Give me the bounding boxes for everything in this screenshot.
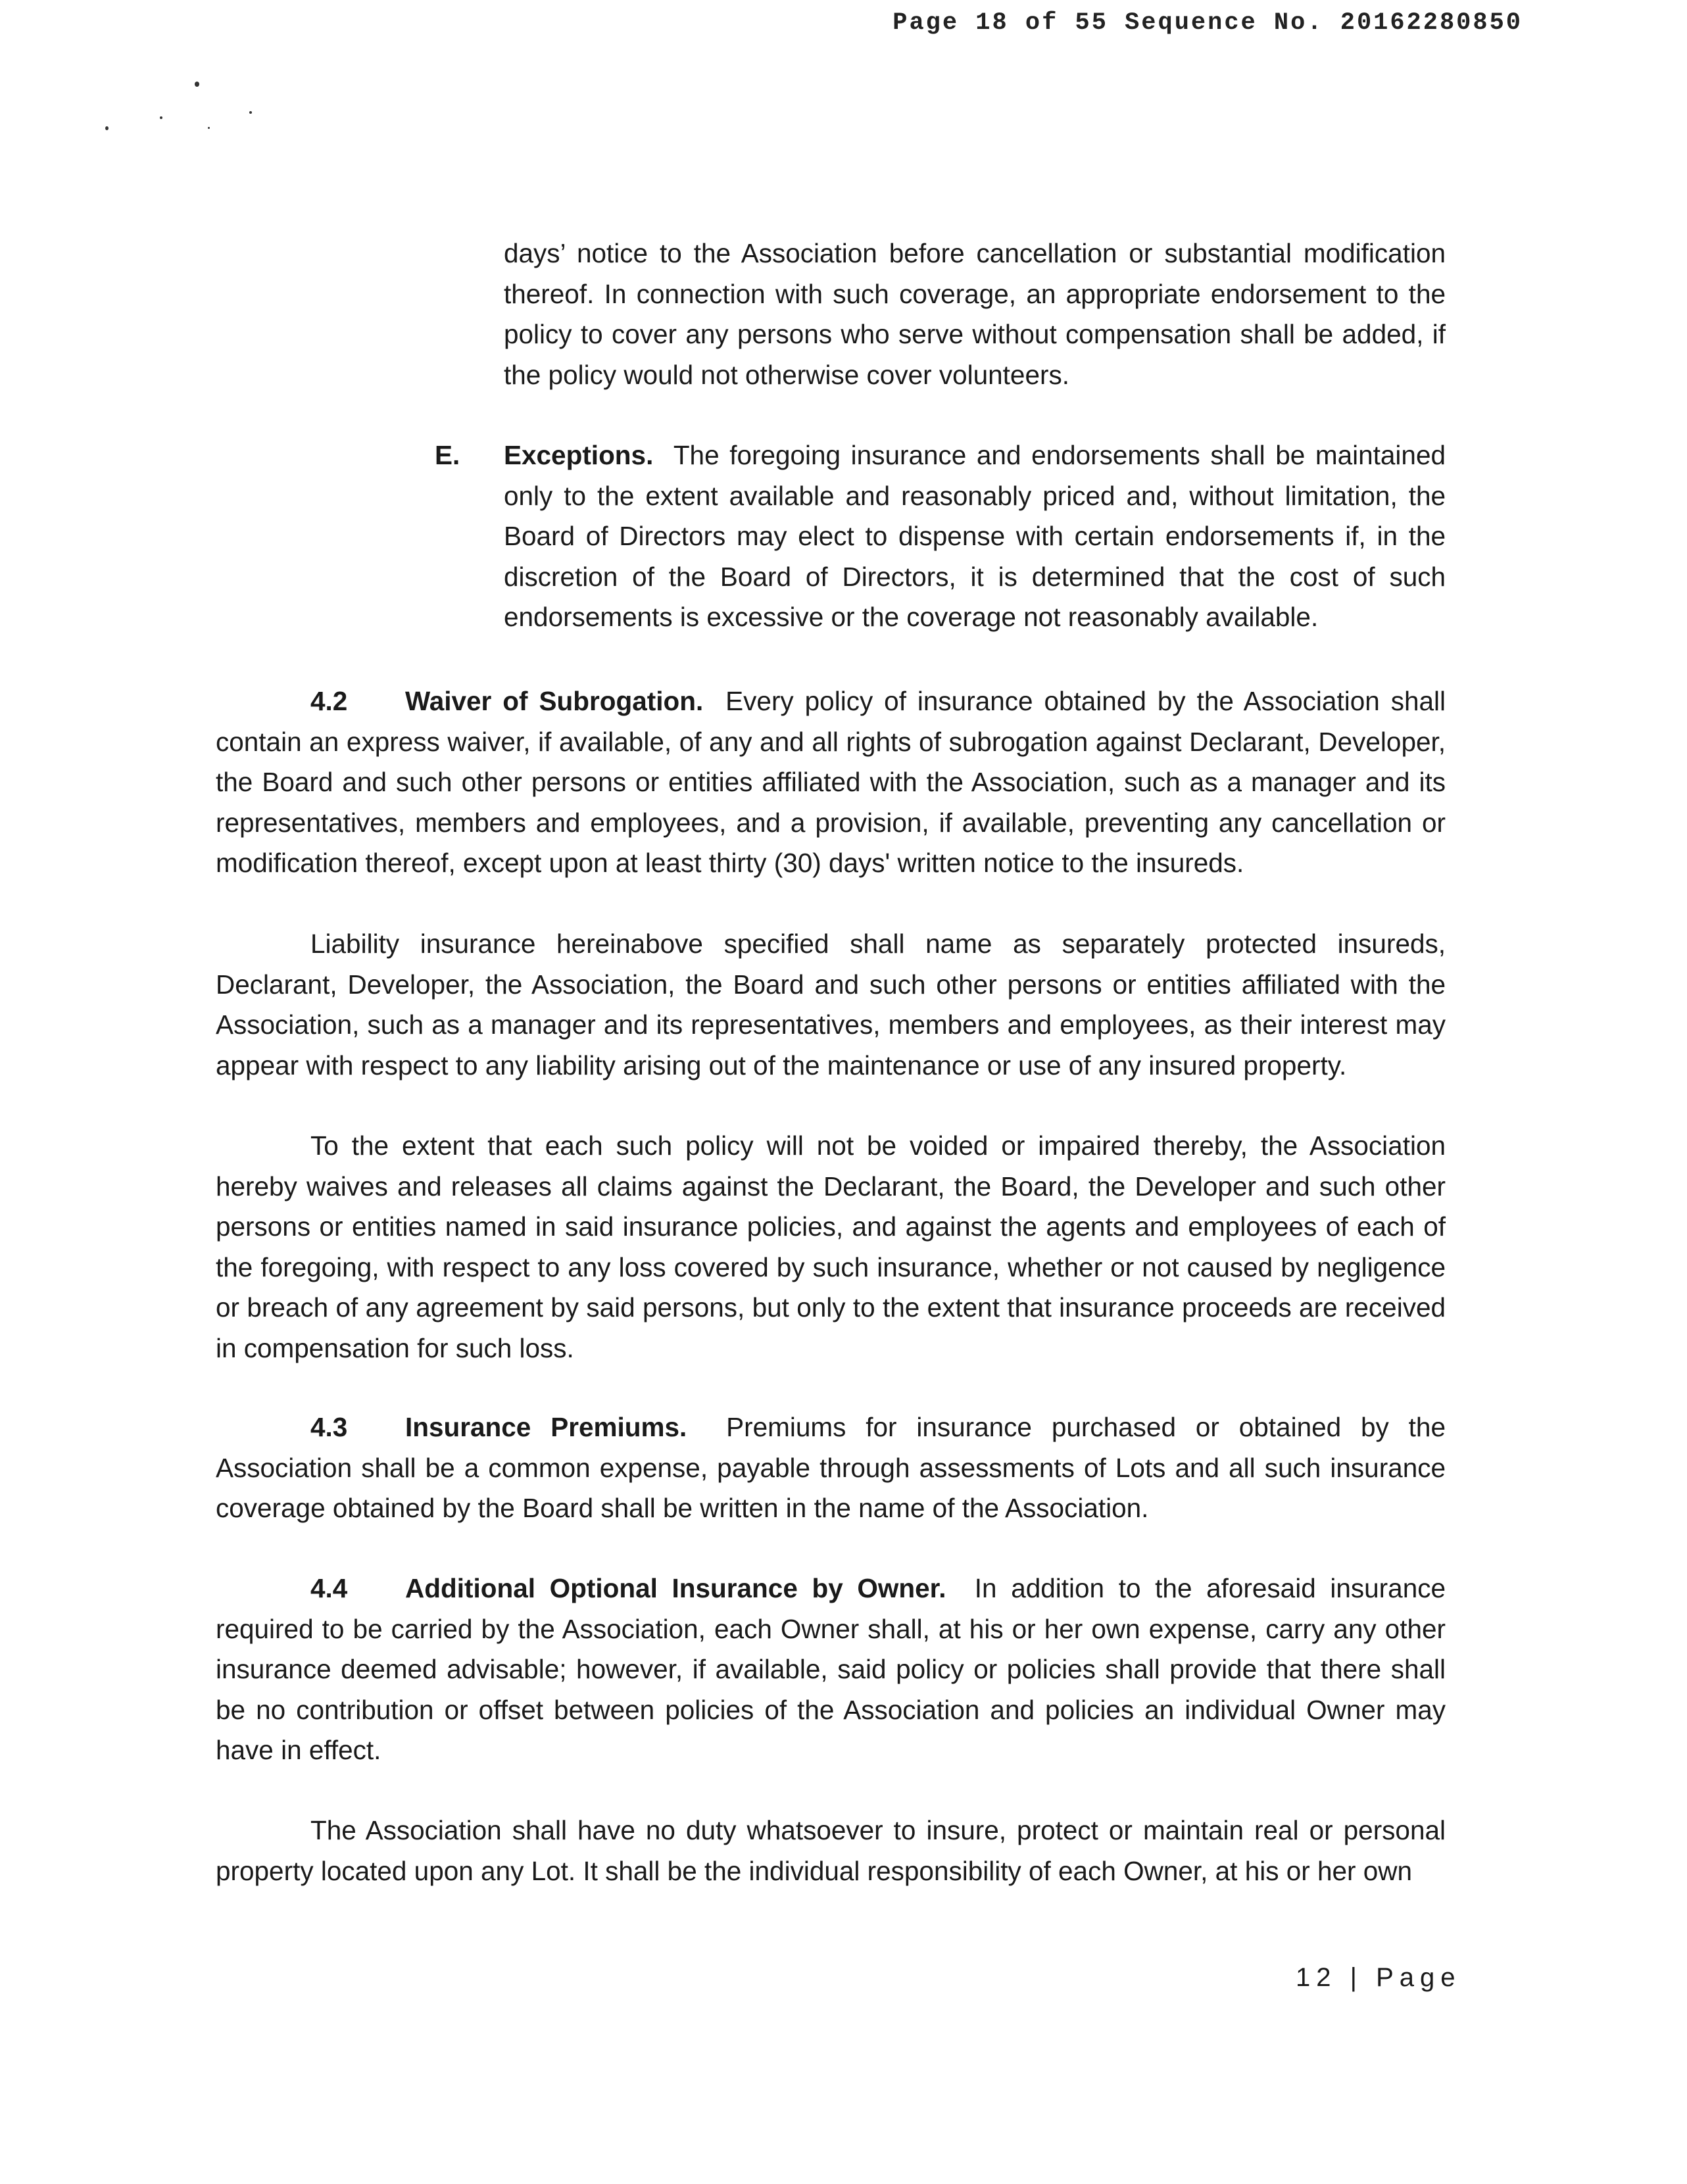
section-4-4-title: Additional Optional Insurance by Owner.	[405, 1573, 946, 1603]
exceptions-text: The foregoing insurance and endorsements shall be maintained only to the extent available and reasonably priced and, without limitation, the Board of Directors may elect to dispense with certain endorsements if, in the discretion of the Board of Directors, it is determined that the cost of such endorsements is excessive or the coverage not reasonably available.	[504, 440, 1446, 632]
waiver-release-paragraph: To the extent that each such policy will not be voided or impaired thereby, the Association hereby waives and releases all claims against the Declarant, the Board, the Developer and such other persons or entities named in said insurance policies, and against the agents and employees of each of the foregoing, with respect to any loss covered by such insurance, whether or not caused by negligence or breach of any agreement by said persons, but only to the extent that insurance proceeds are received in compensation for such loss.	[216, 1130, 1446, 1363]
section-4-3-paragraph	[216, 1407, 1446, 1529]
section-4-3-text: Premiums for insurance purchased or obtained by the Association shall be a common expense, payable through assessments of Lots and all such insurance coverage obtained by the Board shall be written in the name of the Association.	[216, 1412, 1446, 1523]
section-4-3-title: Insurance Premiums.	[405, 1412, 687, 1442]
scan-speck	[160, 116, 162, 119]
section-4-4-text: In addition to the aforesaid insurance required to be carried by the Association, each Owner shall, at his or her own expense, carry any other insurance deemed advisable; however, if available, said policy or policies shall provide that there shall be no contribution or offset between policies of the Association and policies an individual Owner may have in effect.	[216, 1573, 1446, 1765]
section-4-2-number: 4.2	[310, 686, 348, 716]
exceptions-label: E.	[435, 440, 460, 470]
section-4-3-number: 4.3	[310, 1412, 348, 1442]
exceptions-paragraph	[504, 435, 1446, 638]
scan-speck	[208, 127, 210, 129]
liability-paragraph: Liability insurance hereinabove specified shall name as separately protected insureds, Declarant, Developer, the Association, the Board and such other persons or entities affiliated with the Association, such as a manager and its representatives, members and employees, as their interest may appear with respect to any liability arising out of the maintenance or use of any insured property.	[216, 929, 1446, 1080]
exceptions-title: Exceptions.	[504, 440, 654, 470]
section-4-4-paragraph	[216, 1568, 1446, 1771]
scan-speck	[195, 82, 199, 87]
section-4-4-number: 4.4	[310, 1573, 348, 1603]
page-number-footer: 12 | Page	[1296, 1963, 1461, 1992]
sequence-header: Page 18 of 55 Sequence No. 20162280850	[892, 9, 1523, 37]
scan-speck	[249, 111, 252, 114]
continuation-paragraph: days’ notice to the Association before cancellation or substantial modification thereof. In connection with such coverage, an appropriate endorsement to the policy to cover any persons who serve without compensation shall be added, if the policy would not otherwise cover volunteers.	[504, 238, 1446, 390]
scan-speck	[105, 126, 109, 130]
section-4-2-text: Every policy of insurance obtained by the Association shall contain an express waiver, if available, of any and all rights of subrogation against Declarant, Developer, the Board and such other persons or entities affiliated with the Association, such as a manager and its representatives, members and employees, and a provision, if available, preventing any cancellation or modification thereof, except upon at least thirty (30) days' written notice to the insureds.	[216, 686, 1446, 878]
section-4-2-paragraph	[216, 681, 1446, 884]
section-4-2-title: Waiver of Subrogation.	[405, 686, 704, 716]
no-duty-paragraph: The Association shall have no duty whatsoever to insure, protect or maintain real or personal property located upon any Lot. It shall be the individual responsibility of each Owner, at his or her own	[216, 1815, 1446, 1886]
